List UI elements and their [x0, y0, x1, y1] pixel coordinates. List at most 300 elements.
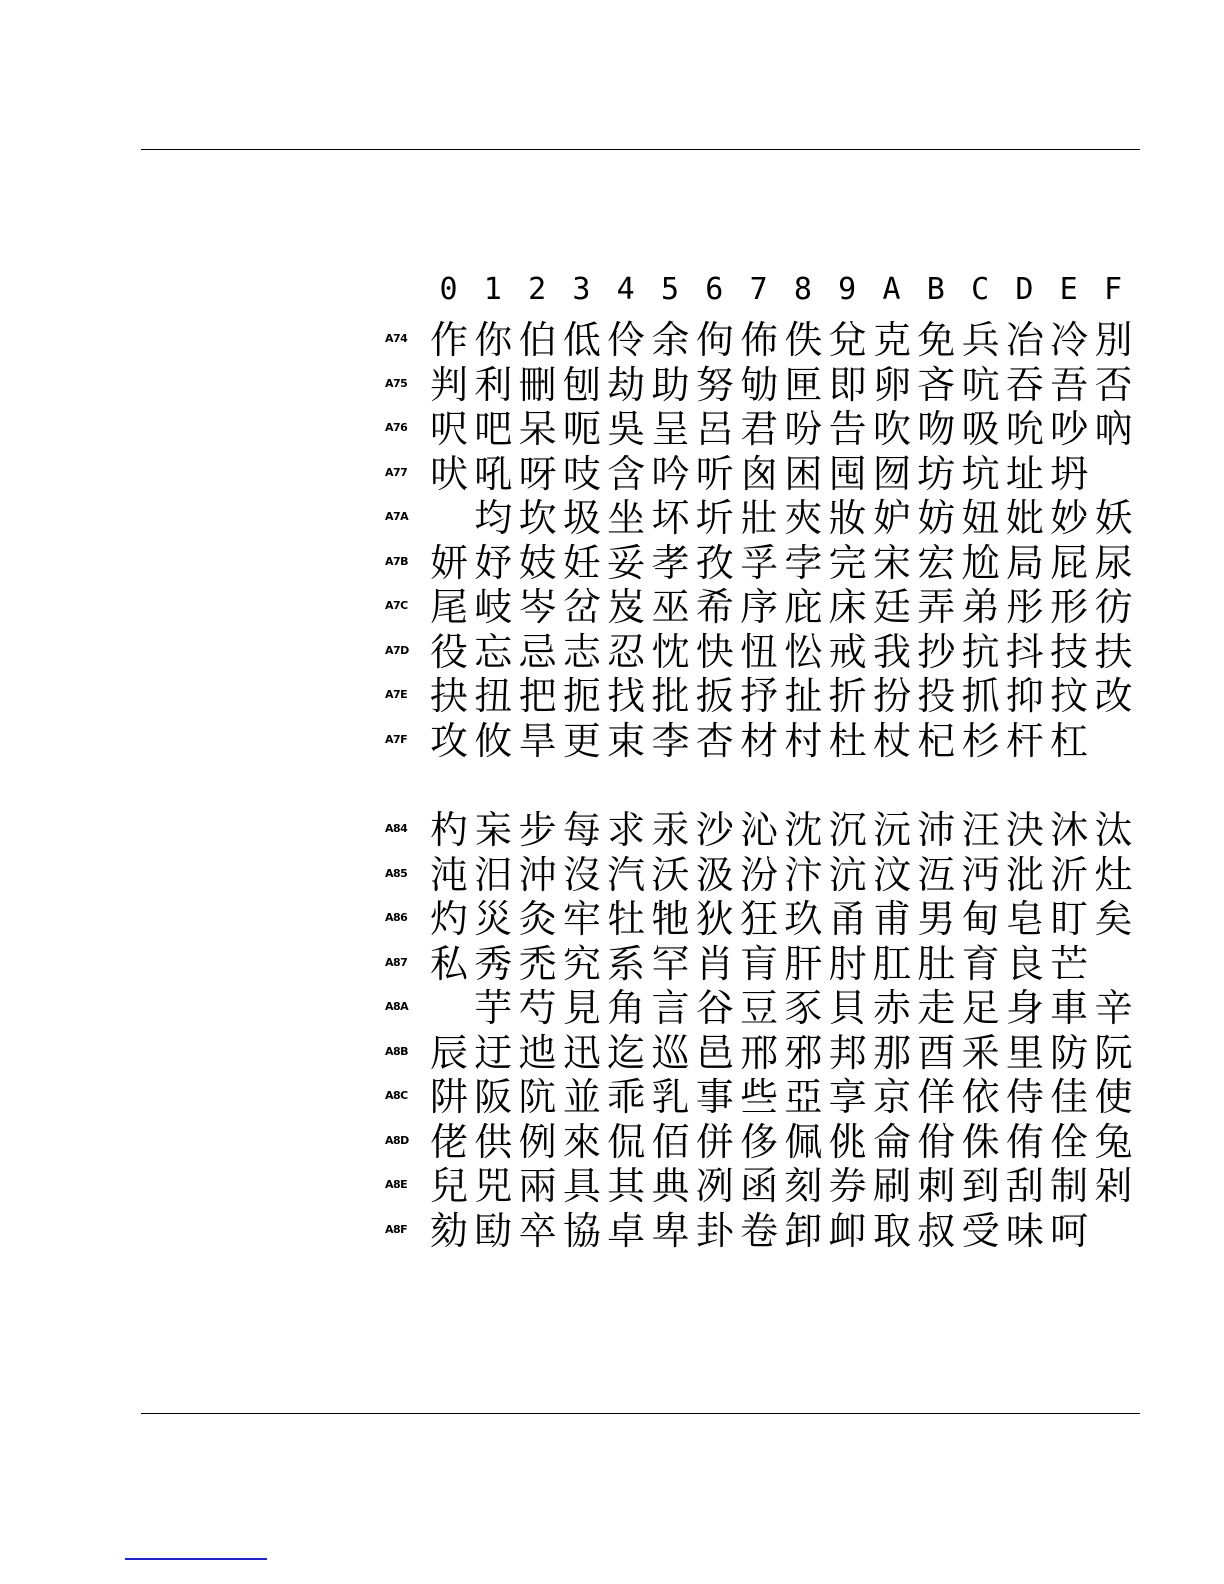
glyph-cell: 杠	[1050, 718, 1089, 763]
glyph-cell: 阮	[1094, 1030, 1133, 1075]
code-row	[385, 407, 1145, 451]
glyph-cell: 希	[695, 585, 734, 629]
glyph-cell: 玖	[784, 897, 823, 941]
glyph-cell	[1092, 942, 1136, 986]
glyph-cell: 函	[740, 1164, 779, 1208]
glyph-cell: 沈	[784, 808, 823, 852]
glyph-cell: 吮	[1005, 407, 1044, 451]
glyph-cell: 求	[607, 808, 646, 852]
glyph-cell: 圾	[562, 496, 601, 540]
glyph-cell: 忍	[607, 629, 646, 674]
glyph-cell: 吻	[917, 407, 956, 451]
glyph-cell: 肘	[828, 941, 867, 986]
glyph-cell: 君	[740, 407, 779, 451]
glyph-cell: 抓	[961, 674, 1000, 718]
glyph-cell: 杗	[474, 808, 513, 852]
glyph-cell: 抑	[1005, 674, 1044, 718]
glyph-cell: 依	[961, 1075, 1000, 1119]
glyph-cell: 足	[961, 986, 1000, 1030]
glyph-cell: 尬	[961, 540, 1000, 585]
row-code-label: A87	[385, 955, 408, 969]
column-header-digit: D	[1015, 272, 1035, 307]
glyph-cell: 杓	[429, 808, 468, 852]
glyph-cell: 忪	[784, 629, 823, 674]
glyph-cell: 佳	[1050, 1075, 1089, 1119]
glyph-cell: 肛	[872, 941, 911, 986]
glyph-cell: 役	[429, 629, 468, 674]
glyph-cell: 吠	[429, 451, 468, 496]
glyph-cell: 戒	[828, 629, 867, 674]
glyph-cell: 沛	[917, 808, 956, 852]
glyph-cell: 使	[1094, 1075, 1133, 1119]
glyph-cell: 卓	[607, 1208, 646, 1253]
glyph-cell: 沍	[917, 852, 956, 897]
glyph-cell: 囤	[828, 451, 867, 496]
glyph-cell: 汞	[651, 808, 690, 852]
glyph-cell: 吵	[1050, 407, 1089, 451]
glyph-cell: 狂	[740, 897, 779, 941]
glyph-cell: 杉	[961, 718, 1000, 763]
glyph-cell: 受	[961, 1208, 1000, 1253]
glyph-cell: 刪	[518, 362, 557, 407]
glyph-cell: 佩	[784, 1119, 823, 1164]
glyph-cell: 併	[695, 1119, 734, 1164]
glyph-cell: 吱	[562, 451, 601, 496]
glyph-cell: 坎	[518, 496, 557, 540]
glyph-cell: 兔	[1094, 1119, 1133, 1164]
row-code-label: A8C	[385, 1089, 408, 1102]
code-row	[385, 1075, 1145, 1119]
glyph-cell: 迄	[607, 1030, 646, 1075]
glyph-cell: 抖	[1005, 629, 1044, 674]
glyph-cell: 供	[474, 1119, 513, 1164]
glyph-cell: 京	[872, 1075, 911, 1119]
glyph-cell: 甬	[828, 897, 867, 941]
glyph-cell: 劾	[429, 1208, 468, 1253]
glyph-cell: 沂	[1050, 852, 1089, 897]
glyph-cell: 矣	[1094, 897, 1133, 941]
glyph-cell: 侃	[607, 1119, 646, 1164]
glyph-cell: 汴	[784, 852, 823, 897]
glyph-cell: 沃	[651, 852, 690, 897]
glyph-cell: 牠	[651, 897, 690, 941]
glyph-cell: 叔	[917, 1208, 956, 1253]
glyph-cell: 車	[1050, 986, 1089, 1030]
column-header-digit: C	[971, 272, 991, 307]
glyph-cell: 折	[828, 674, 867, 718]
glyph-cell: 址	[1005, 451, 1044, 496]
glyph-cell: 私	[429, 941, 468, 986]
glyph-cell: 冶	[1005, 318, 1044, 362]
glyph-cell: 佚	[784, 318, 823, 362]
glyph-cell: 佾	[917, 1119, 956, 1164]
glyph-cell: 刷	[872, 1164, 911, 1208]
column-header-digit: 3	[572, 272, 592, 307]
row-code-label: A8A	[385, 1000, 409, 1013]
glyph-cell: 扶	[1094, 629, 1133, 674]
glyph-cell: 肖	[695, 941, 734, 986]
row-code-label: A8B	[385, 1044, 409, 1058]
glyph-cell: 李	[651, 718, 690, 763]
glyph-cell: 佝	[695, 318, 734, 362]
column-header-digit: 8	[793, 272, 813, 307]
glyph-cell: 坊	[917, 451, 956, 496]
code-row	[385, 585, 1145, 629]
glyph-cell: 呂	[695, 407, 734, 451]
glyph-cell: 乖	[607, 1075, 646, 1119]
glyph-cell: 技	[1050, 629, 1089, 674]
glyph-cell: 批	[651, 674, 690, 718]
glyph-cell: 卑	[651, 1208, 690, 1253]
code-row	[385, 986, 1145, 1030]
glyph-cell: 卵	[872, 362, 911, 407]
glyph-cell: 妊	[562, 540, 601, 585]
glyph-cell: 迅	[562, 1030, 601, 1075]
glyph-cell: 例	[518, 1119, 557, 1164]
glyph-cell: 災	[474, 897, 513, 941]
glyph-cell: 並	[562, 1075, 601, 1119]
row-code-label: A76	[385, 421, 408, 434]
column-header-digit: 1	[483, 272, 503, 307]
code-row	[385, 808, 1145, 852]
glyph-cell: 刺	[917, 1164, 956, 1208]
glyph-cell: 余	[651, 318, 690, 362]
code-row	[385, 1164, 1145, 1208]
row-code-label: A8D	[385, 1133, 409, 1147]
glyph-cell: 吸	[961, 407, 1000, 451]
glyph-cell: 卒	[518, 1208, 557, 1253]
column-header-digit: 2	[528, 272, 548, 307]
glyph-cell	[1092, 719, 1136, 763]
glyph-cell: 忌	[518, 629, 557, 674]
glyph-cell: 判	[429, 362, 468, 407]
glyph-cell: 妣	[1005, 496, 1044, 540]
glyph-cell: 妖	[1094, 496, 1133, 540]
glyph-cell: 妙	[1050, 496, 1089, 540]
glyph-cell: 沔	[961, 852, 1000, 897]
row-code-label: A8E	[385, 1178, 408, 1191]
code-row	[385, 1120, 1145, 1164]
glyph-cell: 券	[828, 1164, 867, 1208]
glyph-cell: 身	[1005, 986, 1044, 1030]
glyph-cell: 杖	[872, 718, 911, 763]
row-code-label: A7E	[385, 688, 408, 701]
glyph-cell: 困	[784, 451, 823, 496]
glyph-cell: 巡	[651, 1030, 690, 1075]
glyph-cell: 快	[695, 629, 734, 674]
glyph-cell: 抉	[429, 674, 468, 718]
glyph-cell: 床	[828, 585, 867, 629]
glyph-cell: 佯	[917, 1075, 956, 1119]
glyph-cell	[427, 986, 471, 1030]
glyph-cell: 你	[474, 318, 513, 362]
glyph-cell: 找	[607, 674, 646, 718]
glyph-cell: 序	[740, 585, 779, 629]
glyph-cell: 局	[1005, 540, 1044, 585]
glyph-cell: 汾	[740, 852, 779, 897]
glyph-cell: 防	[1050, 1030, 1089, 1075]
glyph-cell: 赤	[872, 986, 911, 1030]
glyph-cell: 決	[1005, 808, 1044, 852]
glyph-cell: 束	[607, 718, 646, 763]
glyph-cell: 那	[872, 1030, 911, 1075]
glyph-cell: 系	[607, 941, 646, 986]
glyph-cell: 杜	[828, 718, 867, 763]
glyph-cell: 呃	[562, 407, 601, 451]
glyph-cell	[1092, 452, 1136, 496]
code-row	[385, 496, 1145, 540]
glyph-cell: 沉	[828, 808, 867, 852]
glyph-cell: 改	[1094, 674, 1133, 718]
column-header-digit: 7	[749, 272, 769, 307]
glyph-cell: 刨	[562, 362, 601, 407]
glyph-cell: 利	[474, 362, 513, 407]
row-code-label: A7B	[385, 554, 409, 568]
glyph-cell: 沒	[562, 852, 601, 897]
glyph-cell: 走	[917, 986, 956, 1030]
glyph-cell: 岌	[607, 585, 646, 629]
glyph-cell: 究	[562, 941, 601, 986]
glyph-cell: 牢	[562, 897, 601, 941]
glyph-cell: 卸	[784, 1208, 823, 1253]
row-code-label: A85	[385, 866, 408, 880]
glyph-cell: 味	[1005, 1208, 1044, 1253]
glyph-cell: 刻	[784, 1164, 823, 1208]
glyph-cell: 沘	[1005, 852, 1044, 897]
glyph-cell: 男	[917, 897, 956, 941]
glyph-cell: 扭	[474, 674, 513, 718]
glyph-cell: 牡	[607, 897, 646, 941]
glyph-cell: 岐	[474, 585, 513, 629]
glyph-cell: 孜	[695, 540, 734, 585]
glyph-cell: 冽	[695, 1164, 734, 1208]
row-code-label: A7A	[385, 510, 409, 523]
glyph-cell: 芋	[474, 986, 513, 1030]
glyph-cell: 阬	[518, 1075, 557, 1119]
glyph-cell: 妤	[474, 540, 513, 585]
glyph-cell: 灼	[429, 897, 468, 941]
glyph-cell: 匣	[784, 362, 823, 407]
code-row	[385, 897, 1145, 941]
glyph-cell: 宋	[872, 540, 911, 585]
glyph-cell: 劬	[740, 362, 779, 407]
glyph-cell: 言	[651, 986, 690, 1030]
glyph-cell: 享	[828, 1075, 867, 1119]
glyph-cell: 宏	[917, 540, 956, 585]
glyph-cell: 沖	[518, 852, 557, 897]
glyph-cell: 低	[562, 318, 601, 362]
glyph-cell: 劻	[474, 1208, 513, 1253]
glyph-cell: 亞	[784, 1075, 823, 1119]
glyph-cell: 否	[1094, 362, 1133, 407]
glyph-cell: 典	[651, 1164, 690, 1208]
glyph-cell: 佰	[651, 1119, 690, 1164]
top-rule	[141, 149, 1140, 150]
column-header-digit: 9	[838, 272, 858, 307]
glyph-cell: 忘	[474, 629, 513, 674]
glyph-cell: 阱	[429, 1075, 468, 1119]
glyph-cell: 沐	[1050, 808, 1089, 852]
glyph-cell: 灸	[518, 897, 557, 941]
glyph-cell: 卹	[828, 1208, 867, 1253]
glyph-cell: 巫	[651, 585, 690, 629]
glyph-cell: 卷	[740, 1208, 779, 1253]
glyph-cell: 杆	[1005, 718, 1044, 763]
glyph-cell: 妥	[607, 540, 646, 585]
glyph-cell: 弄	[917, 585, 956, 629]
glyph-cell: 岑	[518, 585, 557, 629]
glyph-cell: 沅	[872, 808, 911, 852]
glyph-cell: 圻	[695, 496, 734, 540]
glyph-cell: 材	[740, 718, 779, 763]
glyph-cell: 扳	[695, 674, 734, 718]
glyph-cell: 弟	[961, 585, 1000, 629]
glyph-cell: 豕	[784, 986, 823, 1030]
glyph-cell: 事	[695, 1075, 734, 1119]
column-header-digit: 4	[616, 272, 636, 307]
glyph-cell: 汲	[695, 852, 734, 897]
glyph-cell: 妓	[518, 540, 557, 585]
glyph-cell: 些	[740, 1075, 779, 1119]
glyph-cell: 良	[1005, 941, 1044, 986]
glyph-cell: 具	[562, 1164, 601, 1208]
glyph-cell: 坏	[651, 496, 690, 540]
glyph-cell: 作	[429, 318, 468, 362]
glyph-cell: 兕	[474, 1164, 513, 1208]
glyph-cell: 吭	[961, 362, 1000, 407]
glyph-cell: 冷	[1050, 318, 1089, 362]
glyph-cell: 佺	[1050, 1119, 1089, 1164]
glyph-cell: 即	[828, 362, 867, 407]
glyph-cell: 佻	[828, 1119, 867, 1164]
row-code-label: A84	[385, 822, 408, 835]
glyph-cell: 呀	[518, 451, 557, 496]
code-row	[385, 674, 1145, 718]
glyph-cell: 邦	[828, 1030, 867, 1075]
glyph-cell: 扼	[562, 674, 601, 718]
glyph-cell: 壯	[740, 496, 779, 540]
glyph-cell: 剁	[1094, 1164, 1133, 1208]
glyph-cell: 抆	[1050, 674, 1089, 718]
glyph-cell: 呵	[1050, 1208, 1089, 1253]
glyph-cell: 均	[474, 496, 513, 540]
glyph-cell: 妞	[961, 496, 1000, 540]
glyph-cell: 乳	[651, 1075, 690, 1119]
glyph-cell: 吟	[651, 451, 690, 496]
glyph-cell: 免	[917, 318, 956, 362]
column-header-digit: B	[926, 272, 946, 307]
glyph-cell: 听	[695, 451, 734, 496]
column-header-digit: 5	[660, 272, 681, 307]
column-header-digit: 0	[439, 272, 459, 307]
glyph-cell: 侑	[1005, 1119, 1044, 1164]
glyph-cell: 侍	[1005, 1075, 1044, 1119]
glyph-cell: 肓	[740, 941, 779, 986]
glyph-cell: 吝	[917, 362, 956, 407]
glyph-cell: 吳	[607, 407, 646, 451]
glyph-cell: 吼	[474, 451, 513, 496]
glyph-cell: 妍	[429, 540, 468, 585]
code-row	[385, 630, 1145, 674]
glyph-cell: 禿	[518, 941, 557, 986]
code-row	[385, 942, 1145, 986]
glyph-cell: 伯	[518, 318, 557, 362]
code-row	[385, 853, 1145, 897]
glyph-cell: 吹	[872, 407, 911, 451]
glyph-cell: 尾	[429, 585, 468, 629]
glyph-cell: 旱	[518, 718, 557, 763]
glyph-cell: 侖	[872, 1119, 911, 1164]
glyph-cell: 協	[562, 1208, 601, 1253]
glyph-cell	[1092, 1209, 1136, 1253]
glyph-cell: 孛	[784, 540, 823, 585]
glyph-cell: 灶	[1094, 852, 1133, 897]
glyph-cell: 佬	[429, 1119, 468, 1164]
glyph-cell: 汨	[474, 852, 513, 897]
glyph-cell: 抄	[917, 629, 956, 674]
glyph-cell: 妝	[828, 496, 867, 540]
glyph-cell: 芒	[1050, 941, 1089, 986]
glyph-cell: 坐	[607, 496, 646, 540]
glyph-cell: 見	[562, 986, 601, 1030]
glyph-cell: 劫	[607, 362, 646, 407]
glyph-cell: 育	[961, 941, 1000, 986]
footer-link-underline[interactable]	[125, 1558, 267, 1560]
code-row	[385, 363, 1145, 407]
glyph-cell: 其	[607, 1164, 646, 1208]
glyph-cell: 谷	[695, 986, 734, 1030]
column-header-digit: A	[882, 272, 902, 307]
glyph-cell: 沙	[695, 808, 734, 852]
glyph-cell	[427, 496, 471, 540]
glyph-cell: 夾	[784, 496, 823, 540]
glyph-cell: 皂	[1005, 897, 1044, 941]
glyph-cell: 我	[872, 629, 911, 674]
glyph-cell: 里	[1005, 1030, 1044, 1075]
glyph-cell: 辰	[429, 1030, 468, 1075]
glyph-cell: 汽	[607, 852, 646, 897]
glyph-cell: 狄	[695, 897, 734, 941]
glyph-cell: 來	[562, 1119, 601, 1164]
code-row	[385, 318, 1145, 362]
glyph-cell: 阪	[474, 1075, 513, 1119]
glyph-cell: 忱	[651, 629, 690, 674]
glyph-cell: 盯	[1050, 897, 1089, 941]
glyph-cell: 邢	[740, 1030, 779, 1075]
glyph-cell: 屁	[1050, 540, 1089, 585]
glyph-cell: 迆	[518, 1030, 557, 1075]
glyph-cell: 杏	[695, 718, 734, 763]
glyph-cell: 妨	[917, 496, 956, 540]
row-code-label: A74	[385, 332, 408, 345]
column-header-digit: E	[1059, 272, 1079, 307]
glyph-cell: 伶	[607, 318, 646, 362]
glyph-cell: 侈	[740, 1119, 779, 1164]
glyph-cell: 彷	[1094, 585, 1133, 629]
glyph-cell: 孚	[740, 540, 779, 585]
glyph-cell: 完	[828, 540, 867, 585]
glyph-cell: 肝	[784, 941, 823, 986]
row-code-label: A75	[385, 376, 408, 390]
glyph-cell: 佈	[740, 318, 779, 362]
glyph-cell: 忸	[740, 629, 779, 674]
glyph-cell: 努	[695, 362, 734, 407]
glyph-cell: 抗	[961, 629, 1000, 674]
glyph-cell: 孝	[651, 540, 690, 585]
glyph-cell: 汶	[872, 852, 911, 897]
glyph-cell: 酉	[917, 1030, 956, 1075]
glyph-cell: 尿	[1094, 540, 1133, 585]
